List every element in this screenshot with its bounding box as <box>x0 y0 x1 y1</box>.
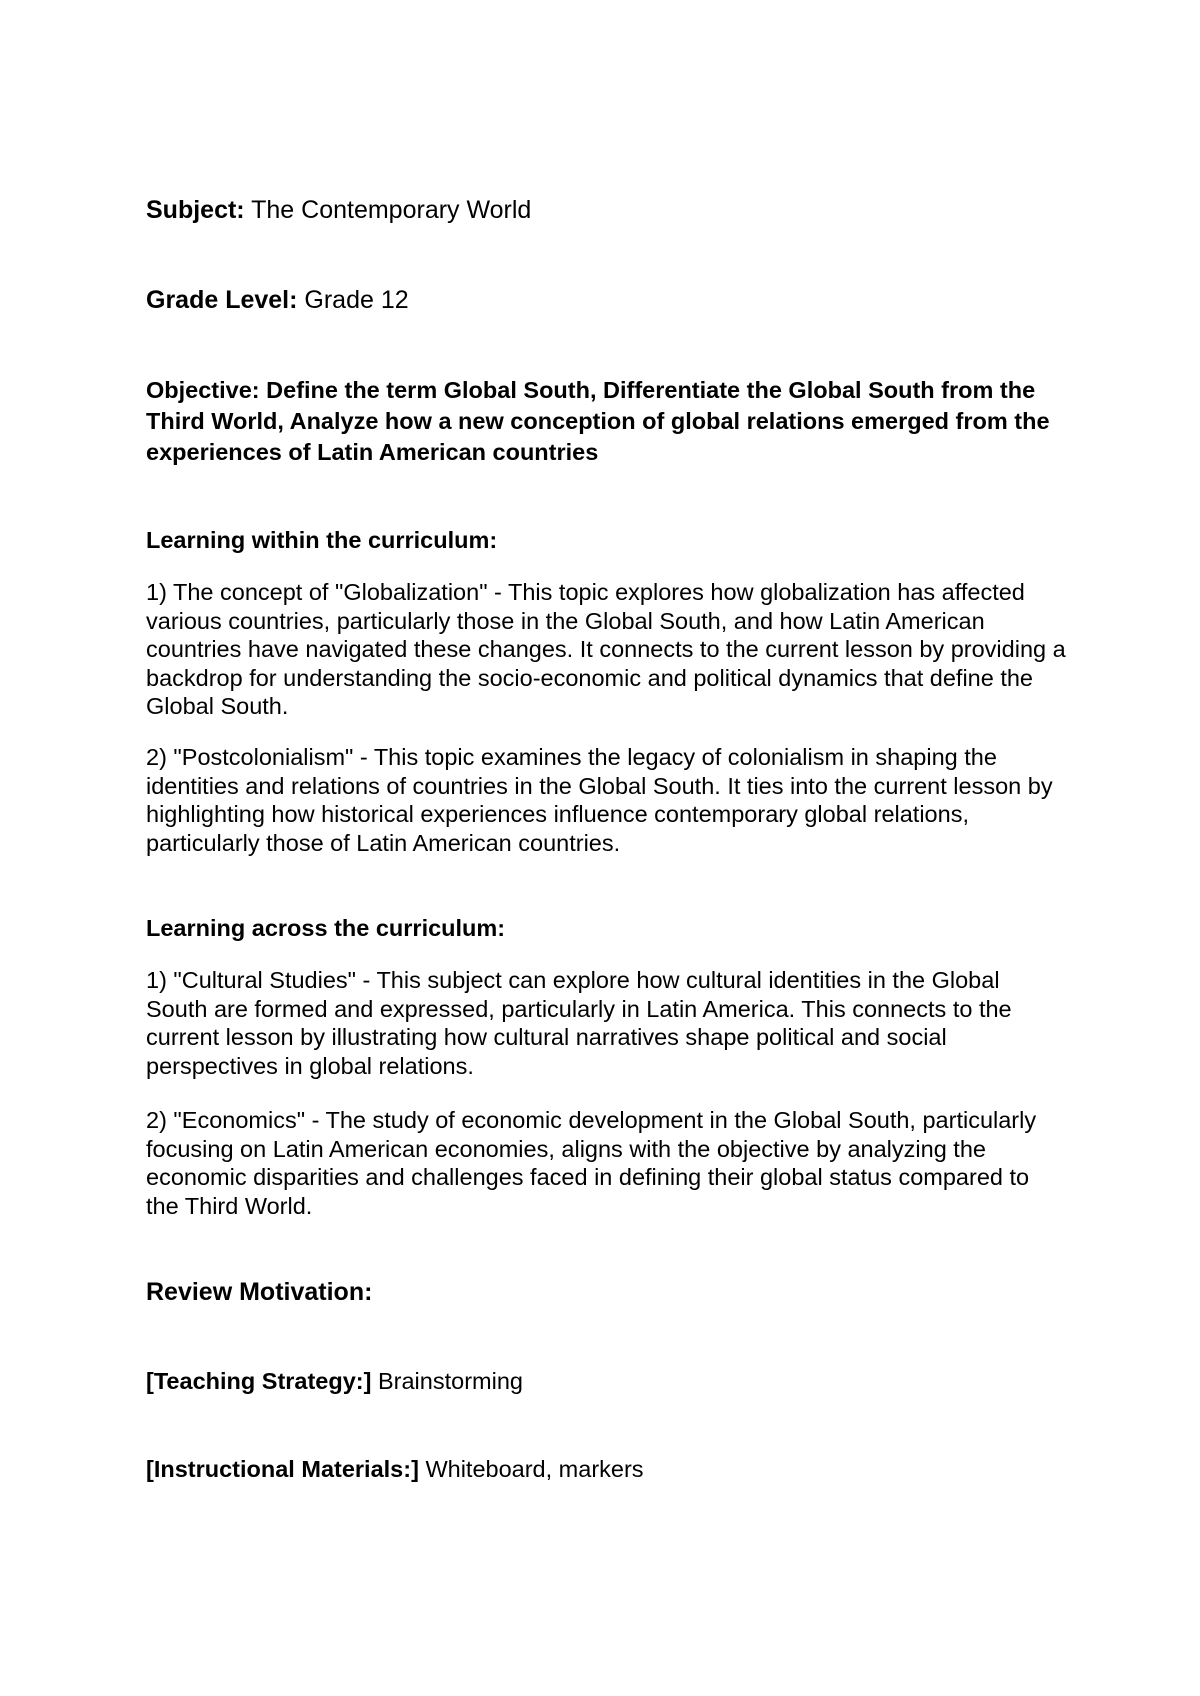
across-heading: Learning across the curriculum: <box>146 915 506 941</box>
strategy-line <box>146 1367 1076 1396</box>
strategy-value: Brainstorming <box>377 1368 523 1394</box>
objective-value: Define the term Global South, Differentiate the Global South from the Third World, Analyze how a new conception of global relations emerged from the experiences of Latin American countries <box>146 377 1050 465</box>
subject-line <box>146 195 1076 225</box>
across-item-1: 1) "Cultural Studies" - This subject can explore how cultural identities in the Global South are formed and expressed, particularly in Latin America. This connects to the current lesson by illustrating how cultural narratives shape political and social perspectives in global relations. <box>146 967 1012 1079</box>
objective-label: Objective: <box>146 377 260 403</box>
subject-label: Subject: <box>146 196 245 224</box>
strategy-label: [Teaching Strategy:] <box>146 1368 372 1394</box>
materials-label: [Instructional Materials:] <box>146 1456 419 1482</box>
within-heading: Learning within the curriculum: <box>146 527 498 553</box>
materials-line <box>146 1455 1076 1484</box>
review-heading: Review Motivation: <box>146 1278 373 1306</box>
grade-line <box>146 285 1076 315</box>
objective-paragraph <box>146 375 1076 468</box>
across-item-2: 2) "Economics" - The study of economic development in the Global South, particularly focusing on Latin American economies, aligns with the objective by analyzing the economic disparities and challenges faced in defining their global status compared to the Third World. <box>146 1107 1037 1219</box>
within-item-2: 2) "Postcolonialism" - This topic examines the legacy of colonialism in shaping the identities and relations of countries in the Global South. It ties into the current lesson by highlighting how historical experiences influence contemporary global relations, particularly those of Latin American countries. <box>146 744 1053 856</box>
materials-value: Whiteboard, markers <box>425 1456 644 1482</box>
grade-label: Grade Level: <box>146 286 298 314</box>
subject-value: The Contemporary World <box>251 196 532 224</box>
within-item-1: 1) The concept of "Globalization" - This topic explores how globalization has affected various countries, particularly those in the Global South, and how Latin American countries have navigated these changes. It connects to the current lesson by providing a backdrop for understanding the socio-economic and political dynamics that define the Global South. <box>146 579 1066 719</box>
grade-value: Grade 12 <box>304 286 409 314</box>
